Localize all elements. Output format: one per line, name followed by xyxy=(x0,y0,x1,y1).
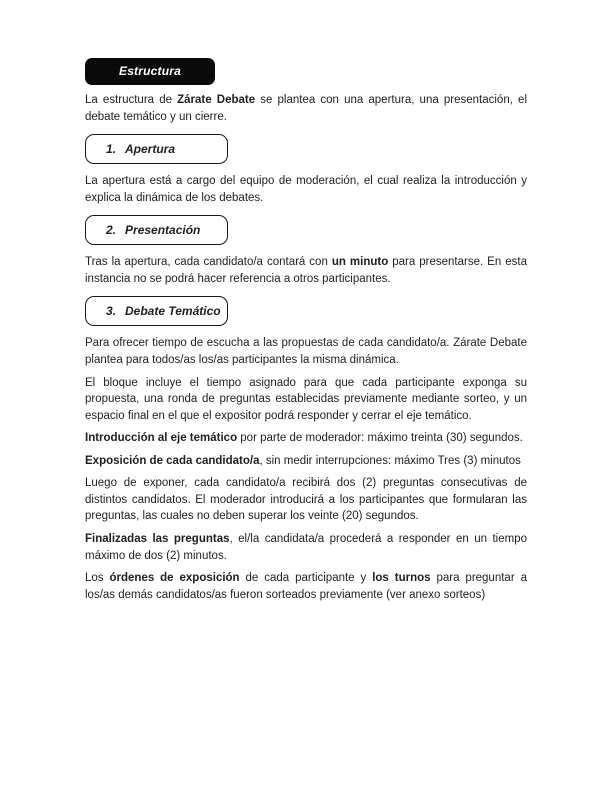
text-run: , sin medir interrupciones: máximo Tres (3) minutos xyxy=(259,454,521,467)
document-content xyxy=(85,58,527,609)
paragraph xyxy=(85,173,527,206)
heading-number: 1. xyxy=(106,141,117,156)
text-run: El bloque incluye el tiempo asignado para que cada participante exponga su propuesta, una ronda de preguntas establecidas previamente mediante sorteo, y un espacio final en el que el expositor podrá responder y cerrar el eje temático. xyxy=(85,376,527,422)
text-run: por parte de moderador: máximo treinta (30) segundos. xyxy=(237,432,523,445)
heading-label: Presentación xyxy=(125,222,201,237)
text-run: se plantea con una apertura, una presentación, el debate temático y un cierre. xyxy=(85,94,527,123)
heading-number: 2. xyxy=(106,222,117,237)
text-run: La apertura está a cargo del equipo de moderación, el cual realiza la introducción y explica la dinámica de los debates. xyxy=(85,175,527,204)
paragraph xyxy=(85,475,527,525)
paragraph xyxy=(85,531,527,564)
bold-text-run: Exposición de cada candidato/a xyxy=(85,454,260,467)
paragraph xyxy=(85,453,527,470)
text-run: , el/la candidata/a procederá a responder en un tiempo máximo de dos (2) minutos. xyxy=(85,533,527,562)
text-run: para preguntar a los/as demás candidatos/as fueron sorteados previamente (ver anexo sorteos) xyxy=(85,572,527,601)
estructura-badge xyxy=(85,58,215,85)
paragraph xyxy=(85,570,527,603)
bold-text-run: Zárate Debate xyxy=(177,94,256,106)
badge-label: Estructura xyxy=(118,64,182,79)
paragraph xyxy=(85,92,527,125)
section-heading-box xyxy=(85,134,228,164)
text-run: de cada participante y xyxy=(239,572,373,585)
text-run: Tras la apertura, cada candidato/a contará con xyxy=(85,256,332,269)
text-run: para presentarse. En esta instancia no se podrá hacer referencia a otros participantes. xyxy=(85,256,527,285)
text-run: Para ofrecer tiempo de escucha a las propuestas de cada candidato/a. Zárate Debate plantea para todos/as los/as participantes la misma dinámica. xyxy=(85,337,527,366)
paragraph xyxy=(85,375,527,425)
heading-number: 3. xyxy=(106,304,117,319)
text-run: Los xyxy=(85,572,110,585)
bold-text-run: un minuto xyxy=(331,256,389,269)
section-heading-box xyxy=(85,296,228,326)
text-run: La estructura de xyxy=(85,94,178,106)
paragraph xyxy=(85,254,527,287)
bold-text-run: Finalizadas las preguntas xyxy=(85,533,230,545)
text-run: Luego de exponer, cada candidato/a recibirá dos (2) preguntas consecutivas de distintos candidatos. El moderador introducirá a los participantes que formularan las preguntas, las cuales no deben superar los veinte (20) segundos. xyxy=(85,477,527,523)
bold-text-run: los turnos xyxy=(372,572,431,585)
paragraph xyxy=(85,335,527,368)
heading-label: Apertura xyxy=(125,141,176,156)
bold-text-run: Introducción al eje temático xyxy=(85,432,238,445)
paragraph xyxy=(85,430,527,447)
bold-text-run: órdenes de exposición xyxy=(109,572,240,585)
heading-label: Debate Temático xyxy=(125,304,221,319)
section-heading-box xyxy=(85,215,228,245)
